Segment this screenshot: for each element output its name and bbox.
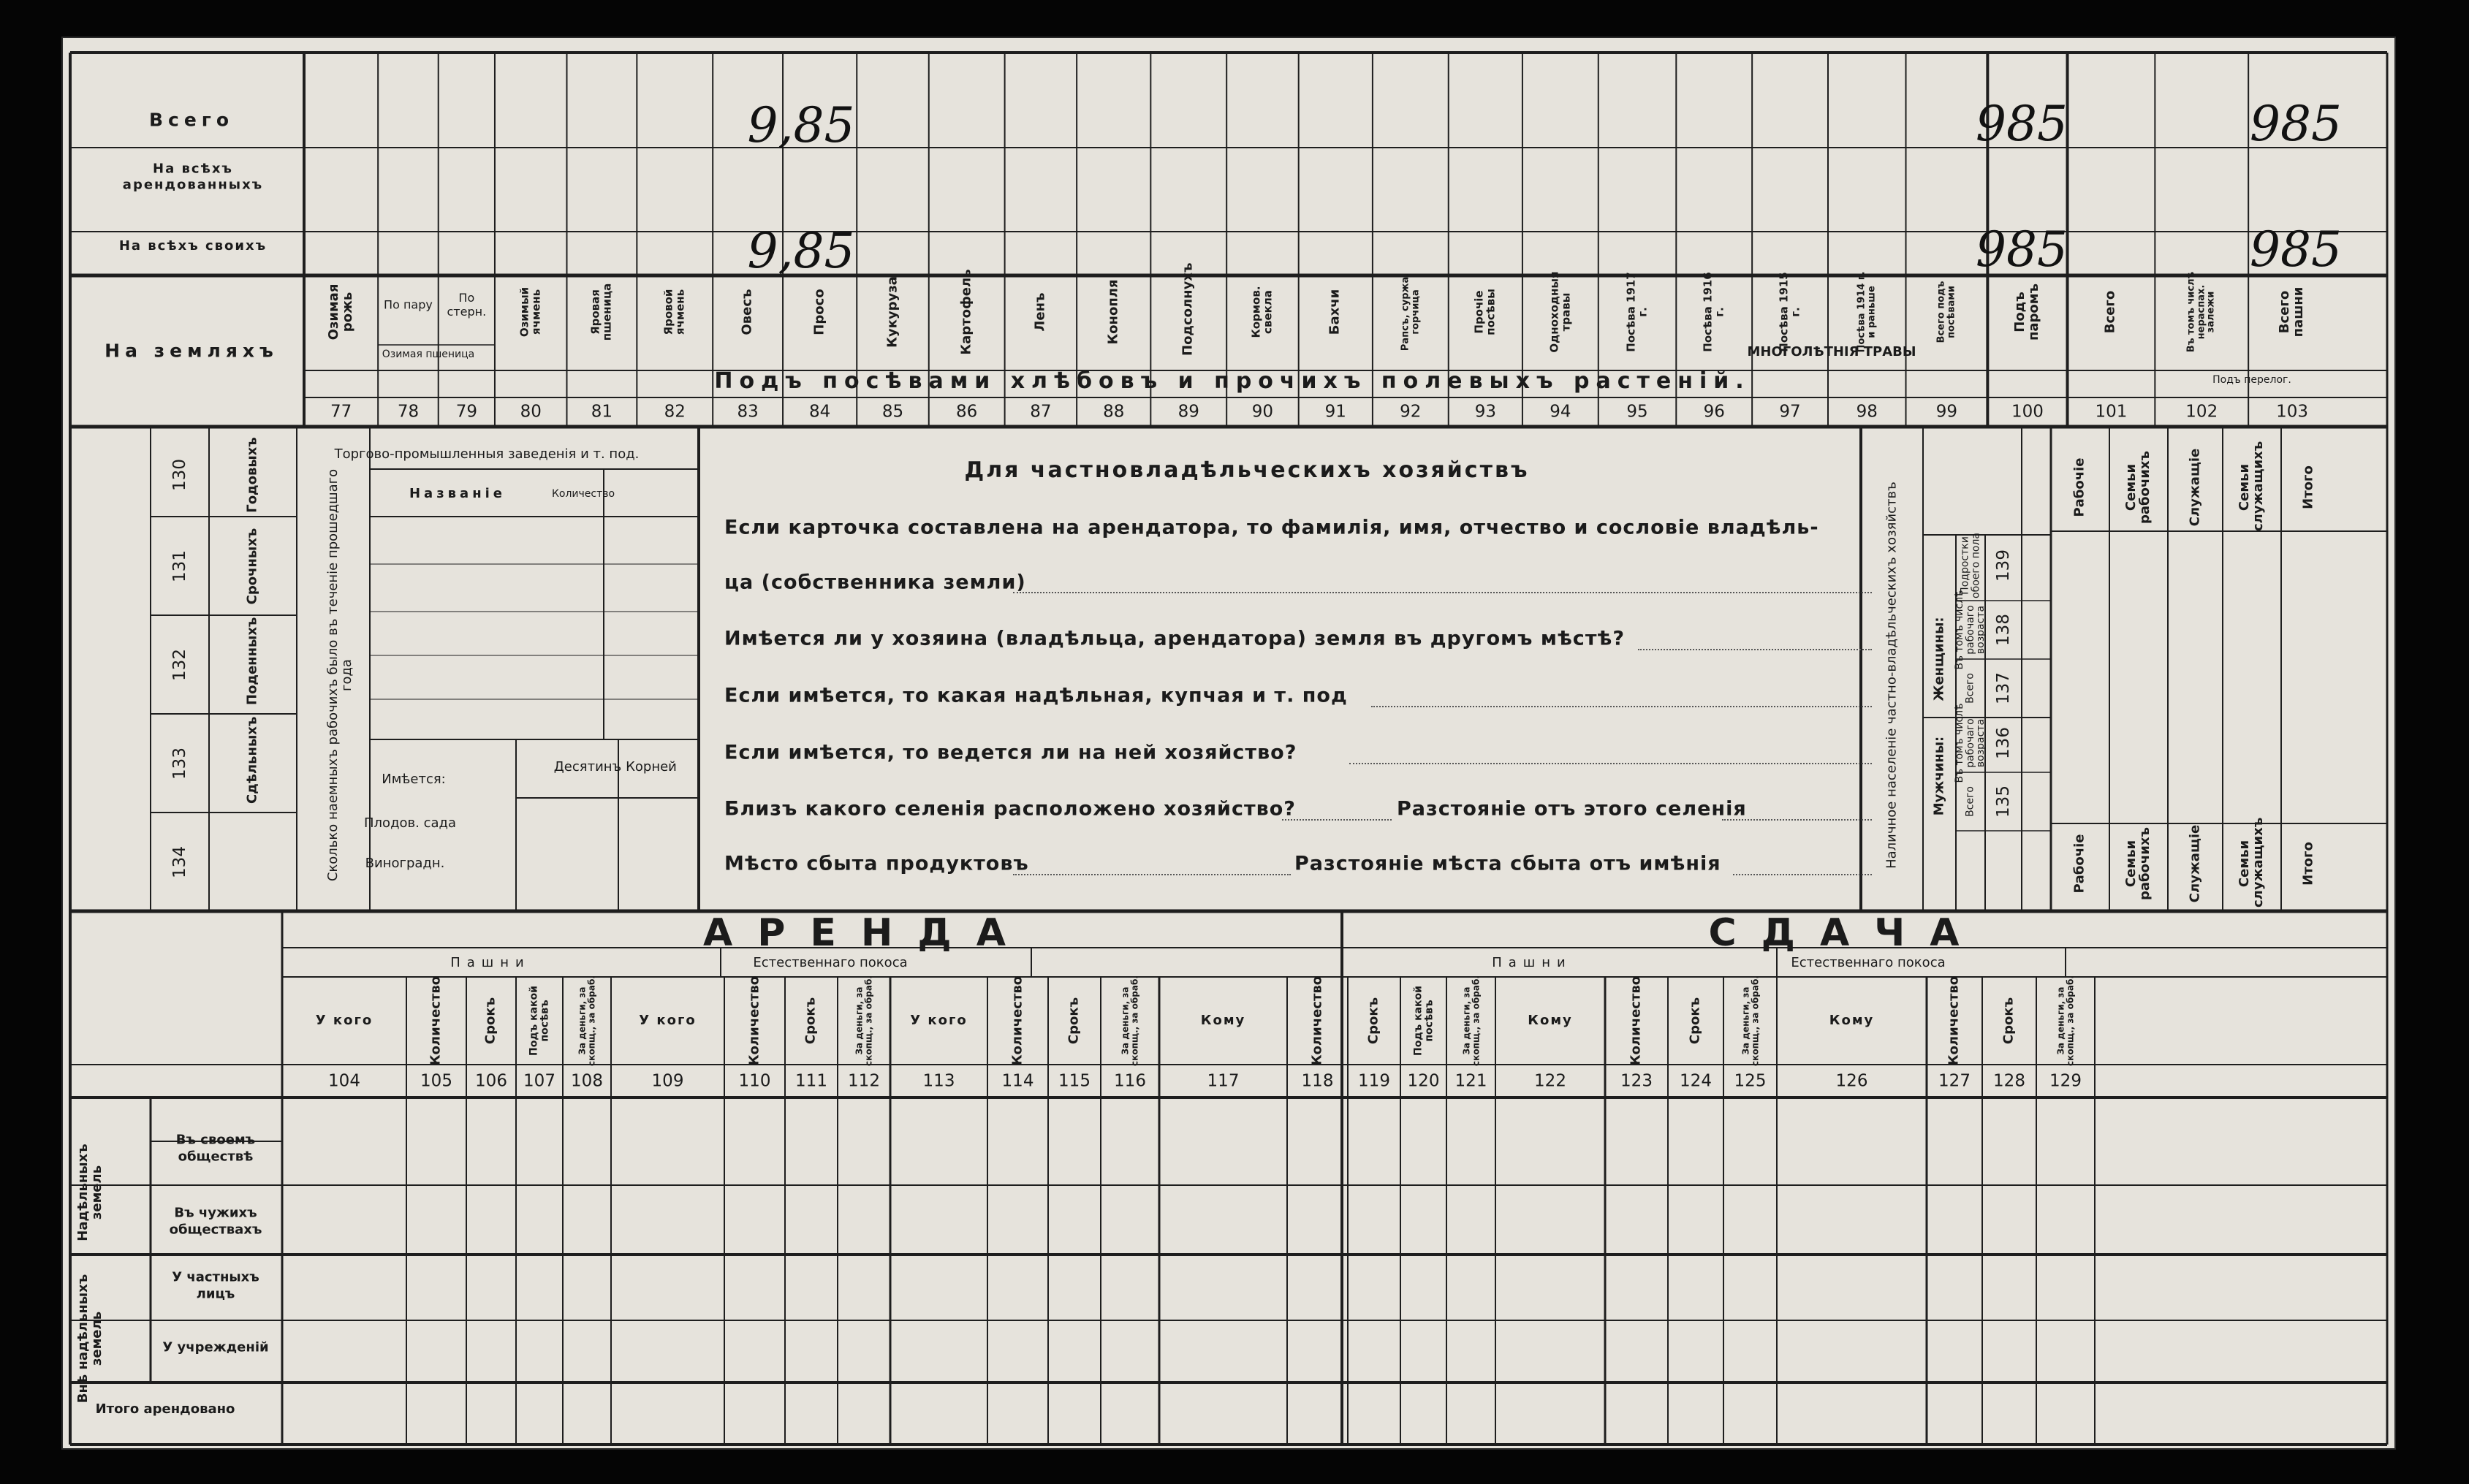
crop-number: 82 [664,402,686,422]
private-q4: Если имѣется, то ведется ли на ней хозяйство? [724,741,1297,764]
crop-label: Всего пашни [2277,286,2307,338]
lease-col-number: 128 [1993,1071,2025,1091]
lease-row-private: У частныхъ лицъ [172,1269,259,1302]
crop-number: 102 [2185,402,2218,422]
lease-title-sdacha: СДАЧА [1708,911,1984,955]
lease-pashni-s: Пашни [1492,955,1572,970]
crop-number: 98 [1856,402,1878,422]
lease-col-number: 122 [1534,1071,1566,1091]
lease-col-number: 106 [475,1071,507,1091]
population-col-header: Служащіе [2187,448,2203,527]
handwritten-own-c: 985 [2250,221,2342,278]
worker-row-number: 130 [170,458,189,491]
lease-col-number: 108 [571,1071,603,1091]
crop-number: 83 [737,402,759,422]
lease-col-number: 111 [795,1071,827,1091]
crop-number: 85 [881,402,904,422]
lease-col-number: 116 [1114,1071,1146,1091]
population-col-header-bottom: Итого [2300,842,2316,886]
workers-side-label: Сколько наемныхъ рабочихъ было въ теченіе прошедшаго года [325,468,354,882]
worker-row-label: Срочныхъ [244,528,260,604]
lease-row-institutions: У учрежденій [162,1339,269,1355]
trade-has-label: Имѣется: [382,772,446,787]
crop-number: 80 [520,402,542,422]
handwritten-own-a: 9,85 [747,223,855,279]
lease-col-number: 112 [848,1071,880,1091]
num-138: 138 [1993,614,2013,646]
population-col-header-bottom: Рабочіе [2071,834,2087,894]
lease-row-total: Итого арендовано [95,1401,235,1417]
lease-col-number: 105 [420,1071,452,1091]
crop-label: Одноходныя травы [1547,271,1572,353]
private-q1: Если карточка составлена на арендатора, то фамилія, имя, отчество и сословіе владѣль- [724,516,1819,539]
population-side-label: Наличное населеніе частно-владѣльческихъ хозяйствъ [1884,482,1900,869]
trade-korney: Корней [626,759,677,775]
private-q2: Имѣется ли у хозяина (владѣльца, арендатора) земля въ другомъ мѣстѣ? [724,627,1625,650]
crop-number: 99 [1935,402,1958,422]
lease-col-number: 115 [1058,1071,1091,1091]
worker-row-label: Поденныхъ [244,617,260,705]
num-136: 136 [1993,727,2013,759]
lease-row-own-society: Въ своемъ обществѣ [175,1132,256,1165]
lease-col-header: Количество [1628,975,1644,1066]
population-teens: Подростки обоего пола [1959,533,1981,598]
private-q1b: ца (собственника земли) [724,571,1026,594]
trade-vineyard: Виноградн. [365,856,445,871]
lease-col-number: 121 [1455,1071,1487,1091]
lease-col-number: 120 [1407,1071,1440,1091]
header-ozimaya-pshenitsa: Озимая пшеница [382,349,475,360]
lease-col-header: Количество [1009,975,1025,1066]
crop-label: Яровая пшеница [588,283,614,341]
crop-label: Овесъ [739,289,755,335]
population-women-working: Въ томъ числѣ рабочаго возраста [1953,590,1987,670]
crop-label: Конопля [1105,279,1121,345]
crop-number: 95 [1626,402,1648,422]
population-women-total: Всего [1964,673,1976,704]
crop-label: Подъ паромъ [2012,283,2041,341]
population-col-header-bottom: Служащіе [2187,824,2203,903]
row-label-total: Всего [148,109,235,131]
lease-col-number: 118 [1301,1071,1334,1091]
lease-col-header: Количество [428,975,444,1066]
num-135: 135 [1993,785,2013,818]
worker-row-label: Сдѣльныхъ [244,716,260,804]
population-col-header-bottom: Семьи рабочихъ [2123,826,2153,901]
lease-pashni-a: Пашни [450,955,531,970]
crop-number: 90 [1251,402,1274,422]
crop-number: 86 [956,402,978,422]
population-col-header-bottom: Семьи служащихъ [2237,817,2266,907]
crop-number: 93 [1474,402,1496,422]
lease-col-header: У кого [315,1013,373,1028]
header-pod-perelog: Подъ перелог. [2212,374,2291,386]
crop-label: Кукуруза [884,276,900,348]
crop-number: 94 [1550,402,1571,422]
trade-title: Торгово-промышленныя заведенія и т. под. [334,446,640,462]
crop-number: 92 [1400,402,1422,422]
lease-col-number: 119 [1358,1071,1390,1091]
handwritten-total-c: 985 [2250,96,2342,152]
lease-col-number: 124 [1680,1071,1712,1091]
population-col-header: Семьи служащихъ [2237,441,2266,531]
lease-pokos-s: Естественнаго покоса [1791,955,1946,970]
lease-col-number: 104 [328,1071,360,1091]
crop-number: 100 [2011,402,2044,422]
lease-col-header: Срокъ [2000,997,2017,1045]
lease-col-number: 123 [1620,1071,1653,1091]
crop-label: Озимая рожь [325,284,355,340]
population-men-total: Всего [1964,786,1976,817]
handwritten-own-b: 985 [1976,221,2068,278]
lease-col-number: 126 [1835,1071,1868,1091]
lease-group-vne: Внѣ надѣльныхъ земель [75,1274,105,1404]
lease-col-header: Кому [1829,1013,1875,1028]
crop-label: Прочіе посѣвы [1472,289,1498,335]
lease-col-header: У кого [910,1013,968,1028]
answer-line-market[interactable] [1013,874,1291,875]
private-q5: Близъ какого селенія расположено хозяйство? [724,797,1296,821]
crop-label: По стерн. [447,290,487,319]
crop-label: Кормов. свекла [1249,286,1275,338]
trade-desyatin: Десятинъ [553,759,622,775]
crop-label: По пару [384,297,433,312]
lease-col-header: За деньги, за скопщ., за обраб. [854,975,873,1066]
answer-line-village[interactable] [1282,819,1392,821]
private-q6: Мѣсто сбыта продуктовъ [724,852,1029,875]
lease-group-nadelnye: Надѣльныхъ земель [75,1144,105,1241]
row-label-leased: На всѣхъ арендованныхъ [122,161,264,192]
lease-col-number: 125 [1734,1071,1767,1091]
population-men-working: Въ томъ числѣ рабочаго возраста [1953,703,1987,783]
answer-line-land-type[interactable] [1371,706,1872,707]
answer-line-owner[interactable] [1013,592,1872,593]
crop-number: 87 [1030,402,1052,422]
crop-number: 97 [1779,402,1801,422]
population-col-header: Итого [2300,465,2316,509]
private-q3: Если имѣется, то какая надѣльная, купчая и т. под [724,684,1348,707]
lease-col-number: 113 [922,1071,955,1091]
header-pod-posevami: Подъ посѣвами хлѣбовъ и прочихъ полевыхъ растеній. [714,368,1751,394]
crop-number: 96 [1703,402,1725,422]
population-men: Мужчины: [1931,736,1947,816]
lease-row-other-society: Въ чужихъ обществахъ [169,1205,262,1238]
private-title: Для частновладѣльческихъ хозяйствъ [964,457,1530,483]
lease-col-header: Количество [1309,975,1325,1066]
lease-col-number: 109 [651,1071,684,1091]
crop-label: Посѣва 1914 г. и раньше [1856,271,1878,353]
worker-row-number: 134 [170,845,189,878]
lease-col-number: 127 [1938,1071,1971,1091]
lease-col-header: Срокъ [482,997,498,1045]
lease-col-header: За деньги, за скопщ., за обраб. [1120,975,1139,1066]
crop-label: Картофель [958,269,974,355]
lease-pokos-a: Естественнаго покоса [753,955,908,970]
row-label-on-lands: На земляхъ [105,340,278,362]
trade-col-name: Названіе [409,486,507,501]
crop-label: Просо [811,289,827,335]
crop-label: Озимый ячмень [517,286,543,338]
crop-number: 81 [591,402,613,422]
crop-label: Въ томъ числѣ нераспах. залежи [2185,271,2218,353]
lease-col-header: За деньги, за скопщ., за обраб. [1740,975,1760,1066]
lease-col-header: Кому [1528,1013,1573,1028]
lease-col-number: 117 [1207,1071,1240,1091]
lease-col-header: Подъ какой посѣвъ [1411,986,1435,1056]
lease-col-number: 107 [523,1071,555,1091]
population-col-header: Рабочіе [2071,457,2087,517]
lease-col-header: За деньги, за скопщ., за обраб. [577,975,596,1066]
population-col-header: Семьи рабочихъ [2123,450,2153,525]
answer-line-farming[interactable] [1349,763,1872,764]
crop-label: Рапсъ, суржа, горчица [1400,273,1421,351]
lease-col-header: Количество [1946,975,1962,1066]
crop-number: 77 [330,402,352,422]
lease-col-header: За деньги, за скопщ., за обраб. [1460,975,1481,1066]
worker-row-number: 132 [170,648,189,681]
crop-label: Посѣва 1916 г. [1701,272,1726,352]
lease-title-arenda: АРЕНДА [703,911,1031,955]
population-women: Женщины: [1931,617,1947,701]
answer-line-village-distance[interactable] [1722,819,1872,821]
handwritten-total-a: 9,85 [747,97,855,153]
crop-number: 88 [1103,402,1125,422]
crop-label: Посѣва 1917 г. [1624,272,1650,352]
num-137: 137 [1993,672,2013,704]
crop-number: 91 [1324,402,1346,422]
row-label-own: На всѣхъ своихъ [118,238,268,254]
crop-label: Всего подъ посѣвами [1935,281,1957,343]
worker-row-label: Годовыхъ [244,436,260,513]
crop-number: 103 [2276,402,2309,422]
num-139: 139 [1993,549,2013,582]
lease-col-header: Срокъ [1365,997,1381,1045]
worker-row-number: 133 [170,747,189,780]
lease-col-header: За деньги, за скопщ., за обраб. [2055,975,2075,1066]
lease-col-number: 110 [738,1071,771,1091]
crop-label: Всего [2102,290,2118,334]
crop-number: 89 [1177,402,1199,422]
crop-label: Ленъ [1032,292,1048,332]
lease-col-number: 114 [1001,1071,1034,1091]
crop-label: Подсолнухъ [1180,262,1196,356]
lease-col-header: Срокъ [1066,997,1082,1045]
crop-label: Посѣва 1915 г. [1777,272,1802,352]
lease-col-header: Кому [1200,1013,1246,1028]
trade-orchard: Плодов. сада [364,815,456,831]
lease-col-header: Срокъ [803,997,819,1045]
lease-col-number: 129 [2049,1071,2082,1091]
census-card [63,38,2394,1448]
lease-col-header: Подъ какой посѣвъ [528,986,550,1056]
crop-number: 78 [397,402,420,422]
worker-row-number: 131 [170,549,189,582]
crop-label: Яровой ячмень [661,289,687,335]
crop-label: Бахчи [1327,289,1343,335]
private-q6b: Разстояніе мѣста сбыта отъ имѣнія [1294,852,1721,875]
trade-col-qty: Количество [551,488,615,500]
answer-line-market-distance[interactable] [1733,874,1872,875]
handwritten-total-b: 985 [1976,96,2068,152]
private-q5b: Разстояніе отъ этого селенія [1397,797,1747,821]
lease-col-header: Срокъ [1687,997,1703,1045]
answer-line-other-land[interactable] [1638,649,1872,650]
lease-col-header: У кого [639,1013,697,1028]
header-mnogoletnie: МНОГОЛѢТНІЯ ТРАВЫ [1747,344,1916,359]
crop-number: 101 [2095,402,2128,422]
crop-number: 84 [809,402,831,422]
crop-number: 79 [455,402,477,422]
lease-col-header: Количество [746,975,762,1066]
